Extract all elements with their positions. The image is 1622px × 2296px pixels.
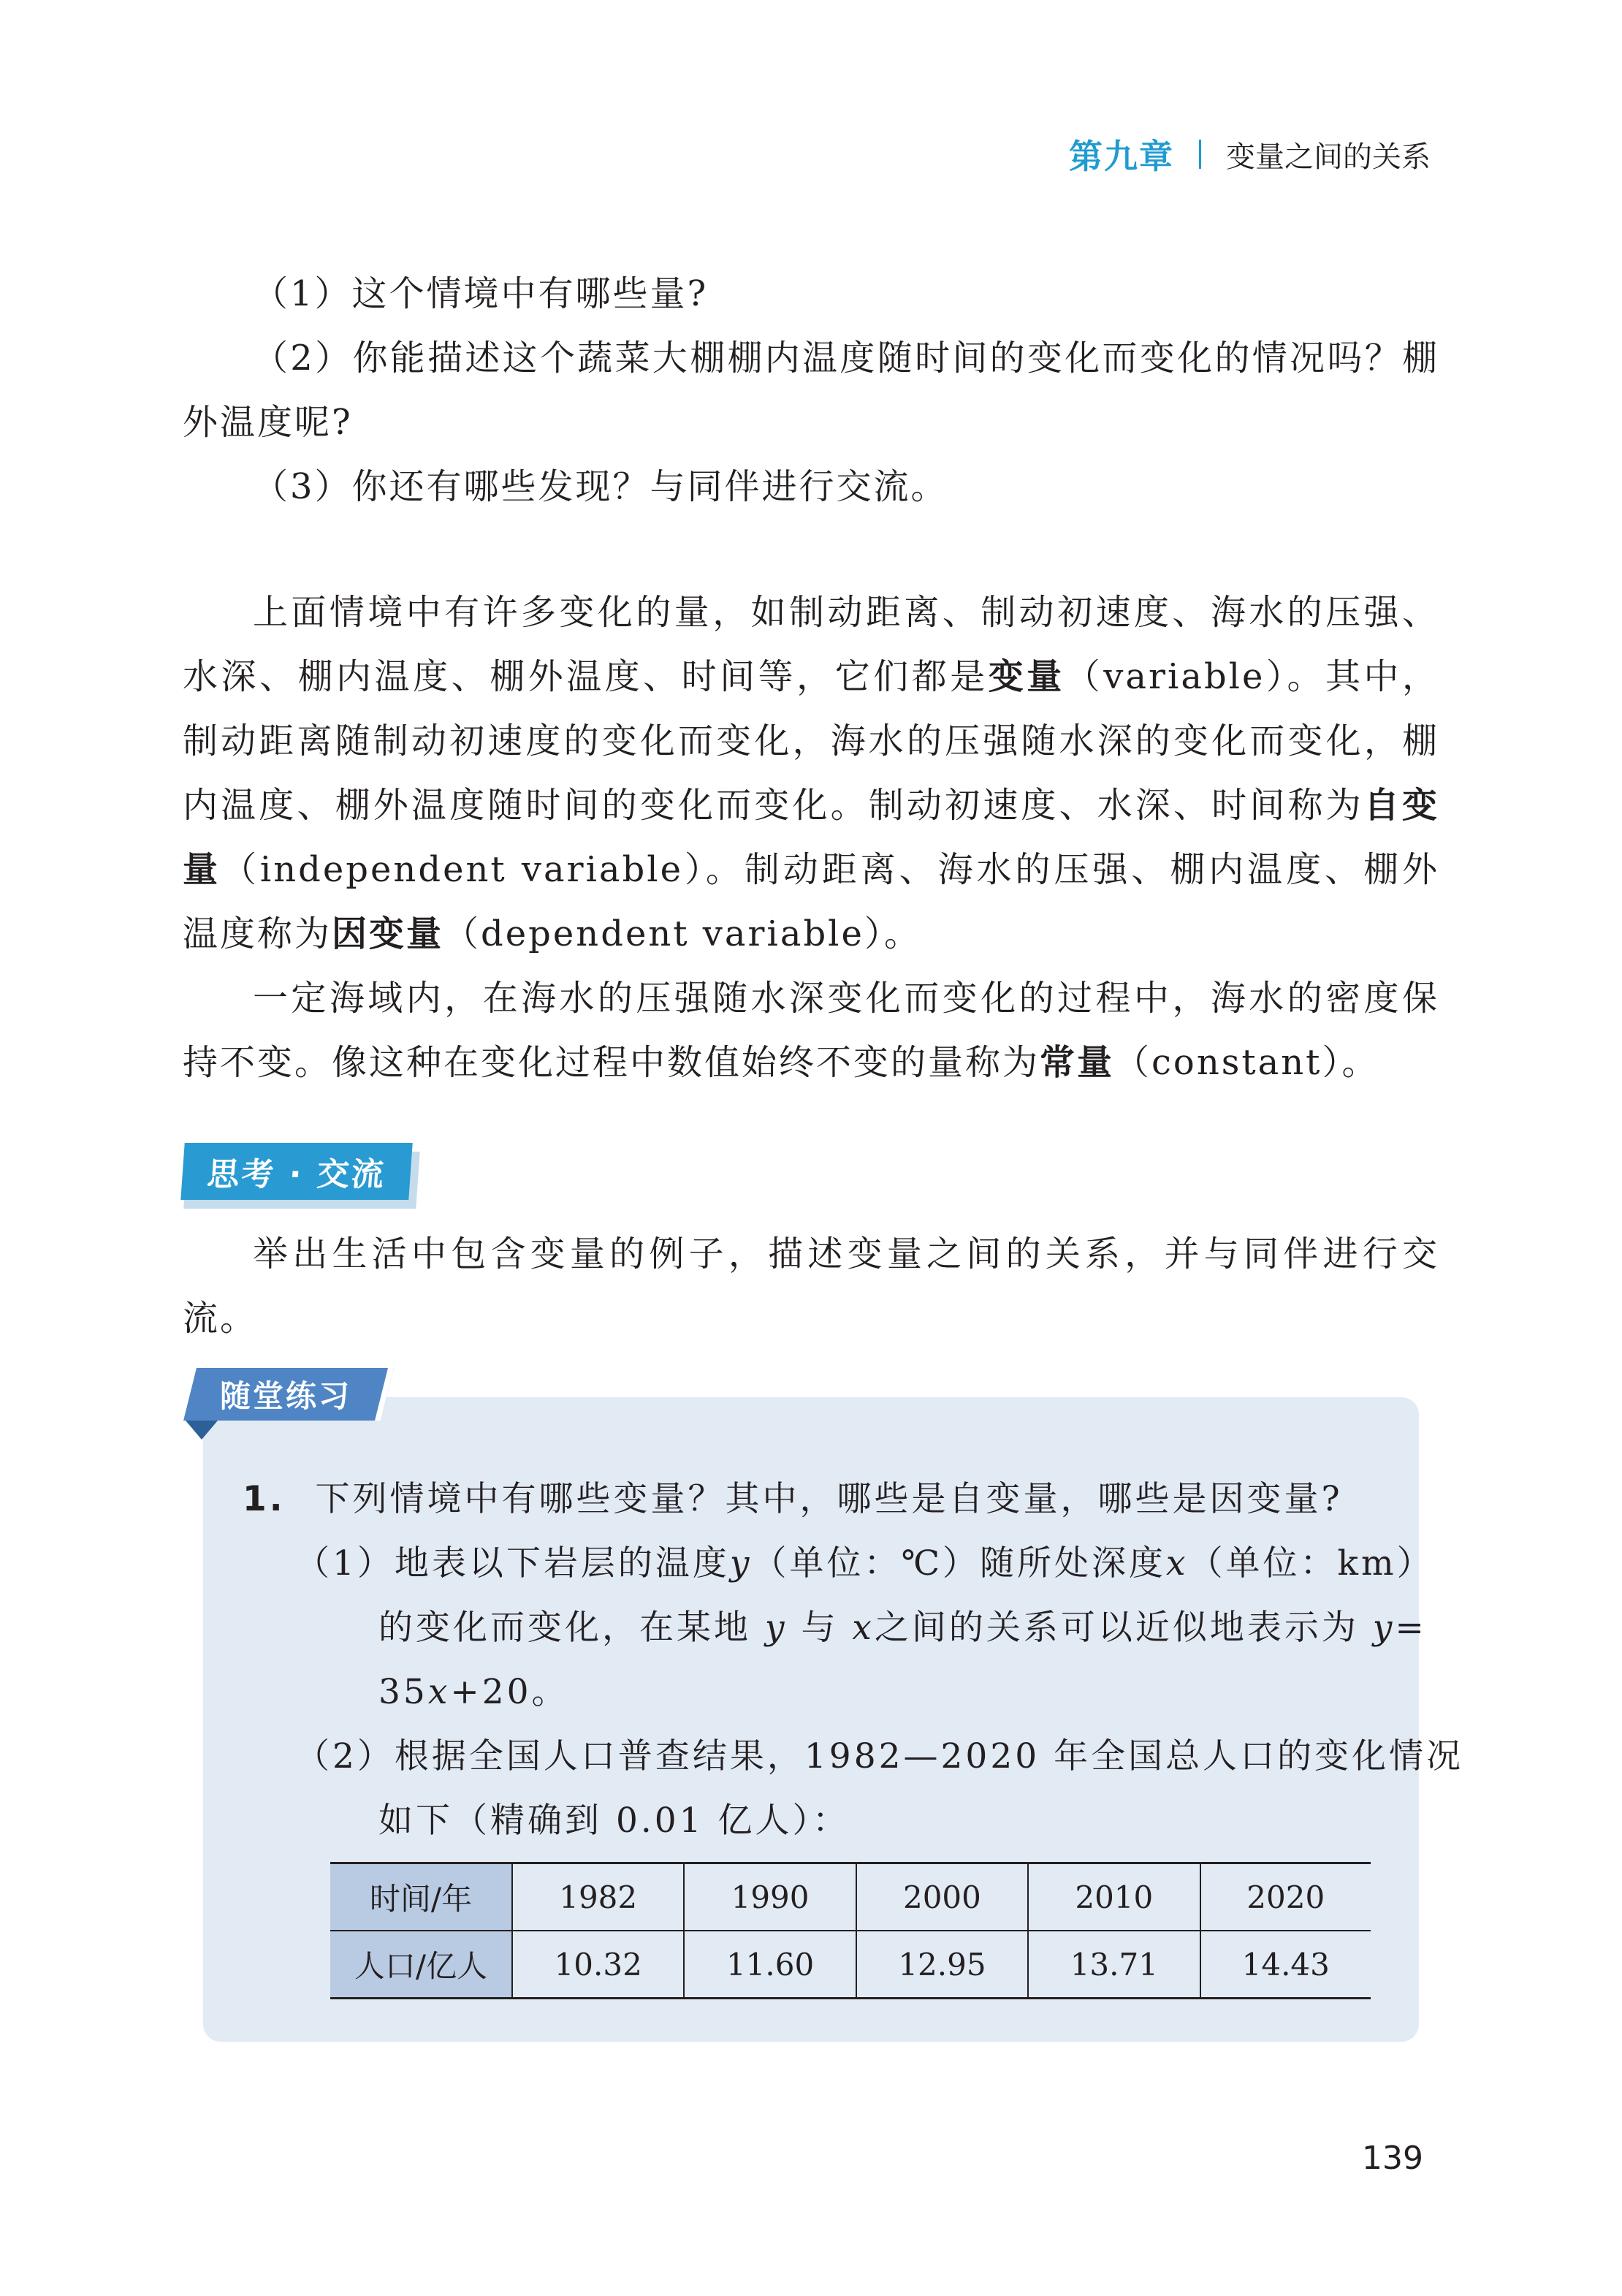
exercise-question: 下列情境中有哪些变量？其中，哪些是自变量，哪些是因变量?: [315, 1479, 1343, 1519]
table-cell: 2020: [1200, 1863, 1371, 1931]
sub-question-1-line-1: [295, 1532, 1434, 1596]
table-cell: 11.60: [684, 1931, 856, 1999]
variables-paragraph: [183, 580, 1439, 966]
population-table: [330, 1862, 1371, 1999]
table-cell: 1982: [512, 1863, 684, 1931]
table-cell: 12.95: [856, 1931, 1028, 1999]
var-x: x: [427, 1672, 451, 1712]
constant-paragraph: [183, 966, 1439, 1095]
equals-sign: =: [1395, 1608, 1427, 1648]
var-x: x: [1166, 1543, 1189, 1584]
sub-question-2-line-2: 如下（精确到 0.01 亿人）：: [378, 1801, 850, 1841]
practice-label: [183, 1368, 391, 1426]
text-span: （单位：℃）随所处深度: [752, 1543, 1167, 1584]
table-cell: 14.43: [1200, 1931, 1371, 1999]
table-cell: 2000: [856, 1863, 1028, 1931]
text-span: 之间的关系可以近似地表示为: [874, 1608, 1359, 1648]
term-constant: 常量: [1040, 1042, 1115, 1083]
var-y: y: [1372, 1608, 1396, 1648]
text-span: +20。: [450, 1672, 569, 1712]
var-y: y: [729, 1543, 753, 1584]
term-independent-variable: 自变量: [183, 785, 1439, 890]
label-fold: [186, 1421, 218, 1440]
table-row: [330, 1931, 1371, 1999]
table-header-cell: 时间/年: [330, 1863, 512, 1931]
text-span: （constant）。: [1114, 1042, 1379, 1083]
header-divider: [1199, 140, 1201, 169]
term-variable: 变量: [988, 656, 1065, 697]
table-cell: 1990: [684, 1863, 856, 1931]
think-discuss-text: 举出生活中包含变量的例子，描述变量之间的关系，并与同伴进行交流。: [183, 1233, 1439, 1339]
sub-question-1-line-3: [378, 1660, 569, 1725]
text-span: （variable）。其中，制动距离随制动初速度的变化而变化，海水的压强随水深的变化而变化，棚内温度、棚外温度随时间的变化而变化。制动初速度、水深、时间称为: [183, 656, 1439, 826]
text-span: 一定海域内，在海水的压强随水深变化而变化的过程中，海水的密度保持不变。像这种在变化过程中数值始终不变的量称为: [183, 978, 1439, 1083]
table-row: [330, 1863, 1371, 1931]
sub-question-2-line-1: （2）根据全国人口普查结果，1982—2020 年全国总人口的变化情况: [295, 1736, 1464, 1776]
term-dependent-variable: 因变量: [332, 913, 444, 954]
text-span: 与: [801, 1608, 839, 1648]
label-box: [183, 1368, 394, 1421]
text-span: 上面情境中有许多变化的量，如制动距离、制动初速度、海水的压强、水深、棚内温度、棚外温度、时间等，它们都是: [183, 592, 1439, 697]
chapter-title: 变量之间的关系: [1226, 140, 1431, 174]
exercise-number: 1.: [243, 1479, 286, 1519]
text-span: （单位：km）: [1188, 1543, 1434, 1584]
exercise-line: [243, 1467, 1343, 1532]
question-3: （3）你还有哪些发现？与同伴进行交流。: [253, 466, 948, 507]
think-discuss-label: [183, 1143, 421, 1209]
question-1: （1）这个情境中有哪些量?: [253, 273, 709, 314]
question-2: （2）你能描述这个蔬菜大棚棚内温度随时间的变化而变化的情况吗？棚外温度呢?: [183, 338, 1439, 443]
var-y: y: [764, 1608, 788, 1648]
chapter-label: 第九章: [1069, 137, 1174, 176]
var-x: x: [852, 1608, 875, 1648]
text-span: 的变化而变化，在某地: [378, 1608, 751, 1648]
label-box: [180, 1143, 412, 1200]
table-cell: 13.71: [1028, 1931, 1200, 1999]
text-span: （dependent variable）。: [443, 913, 921, 954]
text-span: （independent variable）。制动距离、海水的压强、棚内温度、棚外温度称为: [183, 849, 1439, 954]
coefficient: 35: [378, 1672, 428, 1712]
page-number: 139: [1362, 2140, 1423, 2177]
label-text: 思考 · 交流: [205, 1156, 387, 1193]
sub-question-1-line-2: [378, 1596, 1427, 1660]
table-header-cell: 人口/亿人: [330, 1931, 512, 1999]
label-text: 随堂练习: [219, 1378, 351, 1414]
table-cell: 2010: [1028, 1863, 1200, 1931]
table-cell: 10.32: [512, 1931, 684, 1999]
text-span: （1）地表以下岩层的温度: [295, 1543, 730, 1584]
running-header: [1069, 130, 1431, 178]
